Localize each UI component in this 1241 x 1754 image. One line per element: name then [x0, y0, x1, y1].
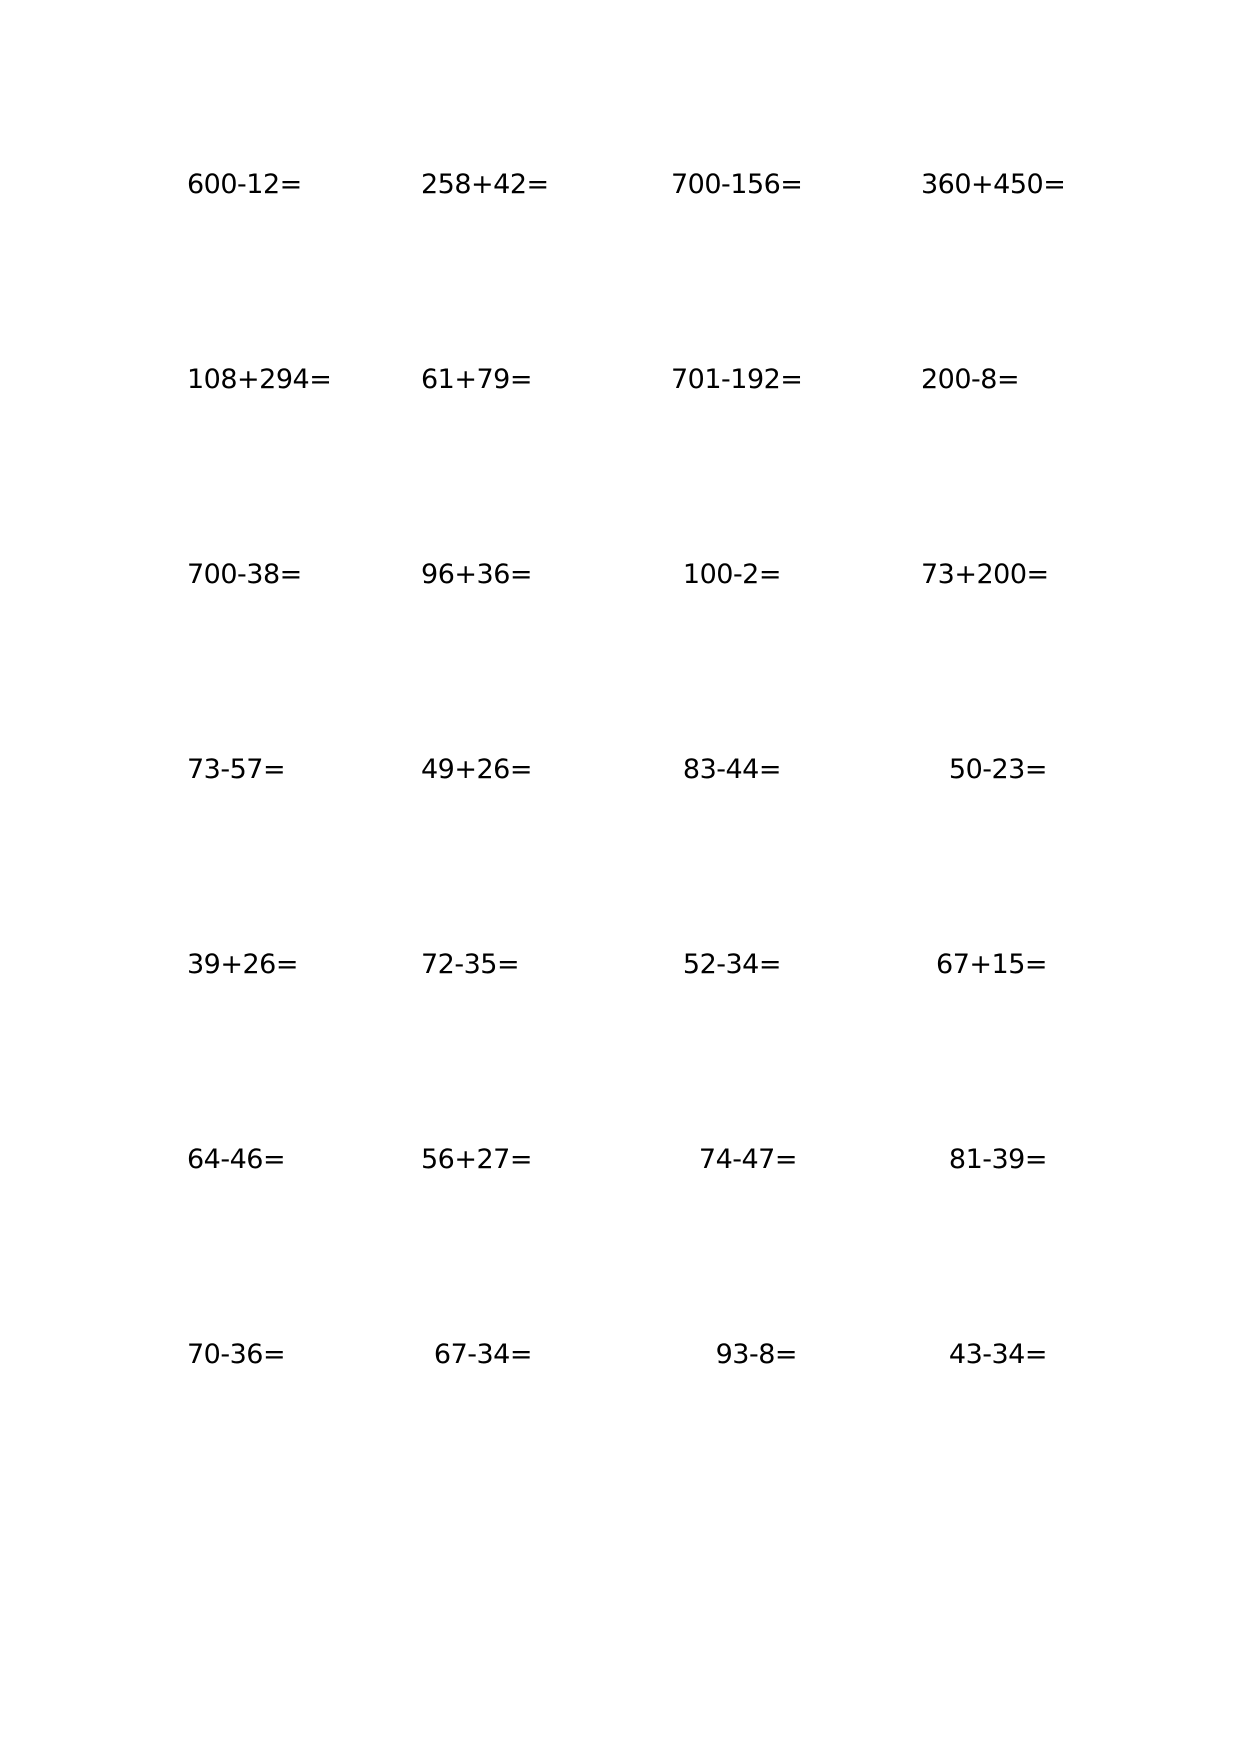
problem-r4-c2: 49+26=	[421, 754, 532, 785]
problem-r1-c3: 700-156=	[671, 169, 803, 200]
problem-r3-c2: 96+36=	[421, 559, 532, 590]
problem-r2-c1: 108+294=	[187, 364, 332, 395]
problem-r6-c2: 56+27=	[421, 1144, 532, 1175]
problem-r7-c1: 70-36=	[187, 1339, 286, 1370]
problem-r4-c3: 83-44=	[682, 754, 781, 785]
problem-r1-c4: 360+450=	[921, 169, 1066, 200]
problem-r4-c4: 50-23=	[948, 754, 1047, 785]
problem-r5-c1: 39+26=	[187, 949, 298, 980]
problem-r4-c1: 73-57=	[187, 754, 286, 785]
problem-r1-c2: 258+42=	[421, 169, 549, 200]
problem-r3-c3: 100-2=	[682, 559, 781, 590]
problem-r2-c2: 61+79=	[421, 364, 532, 395]
problem-r2-c4: 200-8=	[921, 364, 1020, 395]
problem-r1-c1: 600-12=	[187, 169, 302, 200]
problem-r2-c3: 701-192=	[671, 364, 803, 395]
problem-r7-c2: 67-34=	[433, 1339, 532, 1370]
problem-r6-c4: 81-39=	[948, 1144, 1047, 1175]
problem-r7-c4: 43-34=	[948, 1339, 1047, 1370]
problem-r3-c4: 73+200=	[921, 559, 1049, 590]
problem-r5-c3: 52-34=	[682, 949, 781, 980]
problem-r3-c1: 700-38=	[187, 559, 302, 590]
problem-r6-c1: 64-46=	[187, 1144, 286, 1175]
problem-r5-c4: 67+15=	[936, 949, 1047, 980]
problem-r7-c3: 93-8=	[715, 1339, 797, 1370]
problem-r6-c3: 74-47=	[698, 1144, 797, 1175]
problem-r5-c2: 72-35=	[421, 949, 520, 980]
